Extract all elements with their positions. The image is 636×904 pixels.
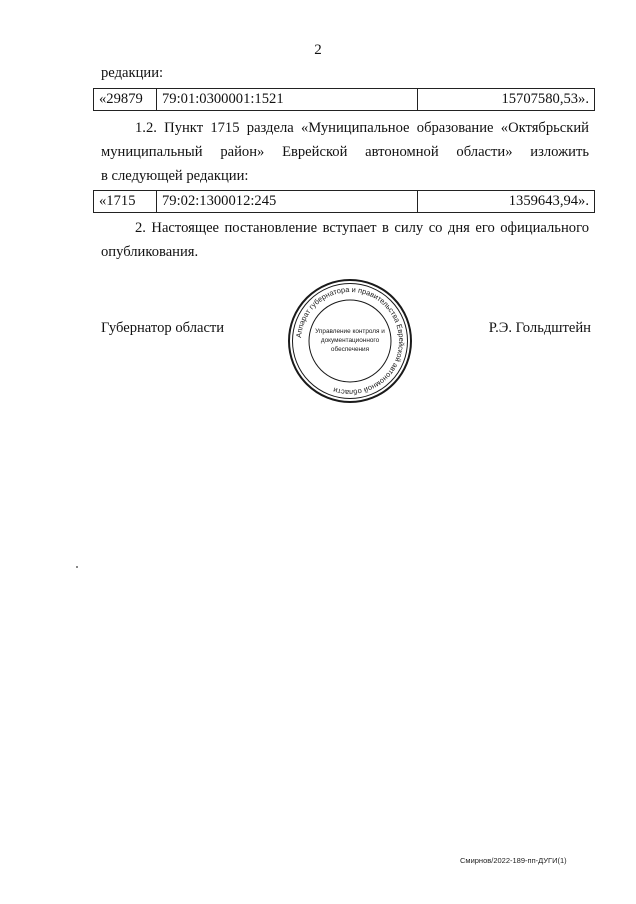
row1-cadastral: 79:01:0300001:1521 [157,89,418,111]
intro-tail: редакции: [101,65,164,81]
para-1-2-line3: в следующей редакции: [101,168,249,184]
para-2-line1: 2. Настоящее постановление вступает в силу со дня его официального [135,220,589,236]
page-number: 2 [314,42,322,58]
row2-number: «1715 [94,191,157,213]
table-row-1 [93,88,595,111]
row2-cadastral: 79:02:1300012:245 [157,191,418,213]
stamp-ring-text: Аппарат губернатора и правительства Еврейской автономной области [294,284,407,398]
row2-value: 1359643,94». [418,191,595,213]
table-row-2 [93,190,595,213]
scan-speck [76,566,78,568]
para-1-2-line2: муниципальный район» Еврейской автономной области» изложить [101,144,589,160]
stamp-inner-line3: обеспечения [330,346,370,353]
signature-position: Губернатор области [101,320,225,336]
row1-value: 15707580,53». [418,89,595,111]
stamp-inner-line1: Управление контроля и [315,328,385,335]
para-2-line2: опубликования. [101,244,199,260]
stamp-inner-line2: документационного [320,337,380,344]
official-stamp [287,278,413,404]
signature-name: Р.Э. Гольдштейн [488,320,591,336]
para-1-2-line1: 1.2. Пункт 1715 раздела «Муниципальное образование «Октябрьский [135,120,589,136]
document-footer-code: Смирнов/2022-189-пп-ДУГИ(1) [460,856,567,865]
row1-number: «29879 [94,89,157,111]
